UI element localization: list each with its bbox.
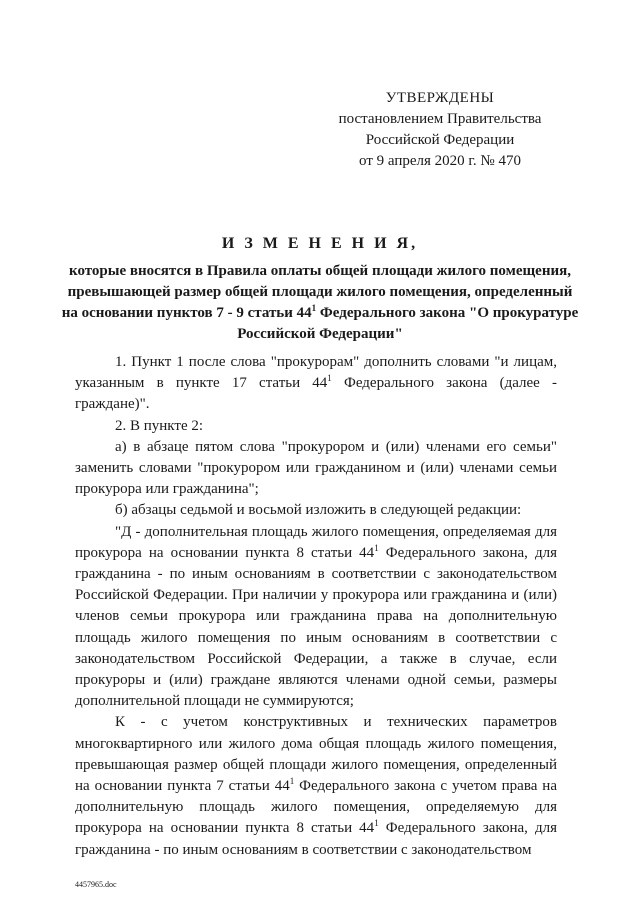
- subtitle-text-2: Федерального закона "О прокуратуре Российской Федерации": [237, 305, 579, 342]
- subtitle-superscript: 1: [311, 303, 317, 313]
- paragraph-4: б) абзацы седьмой и восьмой изложить в следующей редакции:: [115, 502, 522, 519]
- approval-title: УТВЕРЖДЕНЫ: [385, 90, 495, 106]
- paragraph-2: 2. В пункте 2:: [115, 417, 204, 434]
- paragraph-6: [75, 712, 557, 860]
- paragraph-1: [75, 352, 557, 416]
- subtitle-text-1: которые вносятся в Правила оплаты общей площади жилого помещения, превышающей размер общей площади жилого помещения, определенный на основании пунктов 7 - 9 статьи 44: [61, 263, 573, 321]
- approval-line-3: от 9 апреля 2020 г. № 470: [359, 153, 521, 169]
- paragraph-6-superscript-2: 1: [374, 818, 379, 829]
- paragraph-1-text-a: 1. Пункт 1 после слова "прокурорам" дополнить словами "и лицам, указанным в пункте 17 статьи 44: [75, 354, 557, 392]
- paragraph-5-text-b: Федерального закона, для гражданина - по иным основаниям в соответствии с законодательством Российской Федерации. При наличии у прокурора или гражданина и (или) членов семьи прокурора или гражданина права на дополнительную площадь жилого помещения по иным основаниям в соответствии с законодательством Российской Федерации, а также в случае, если прокуроры и (или) граждане являются членами одной семьи, размеры дополнительной площади не суммируются;: [75, 544, 557, 710]
- approval-line-1: постановлением Правительства: [338, 111, 542, 127]
- document-file-id: 4457965.doc: [75, 880, 117, 889]
- paragraph-3: а) в абзаце пятом слова "прокурором и (или) членами его семьи" заменить словами "прокурором или гражданином и (или) членами семьи прокурора или гражданина";: [75, 438, 557, 498]
- approval-block: [330, 88, 550, 172]
- paragraph-5-text-a: "Д - дополнительная площадь жилого помещения, определяемая для прокурора на основании пункта 8 статьи 44: [75, 523, 557, 561]
- document-body: [75, 352, 557, 861]
- document-title: И З М Е Н Е Н И Я,: [221, 235, 419, 252]
- approval-line-2: Российской Федерации: [365, 132, 515, 148]
- paragraph-6-superscript-1: 1: [289, 776, 295, 787]
- paragraph-6-text-a: К - с учетом конструктивных и технических параметров многоквартирного или жилого дома общая площадь жилого помещения, превышающая размер общей площади жилого помещения, определенный на основании пункта 7 статьи 44: [75, 714, 557, 795]
- paragraph-5: [75, 522, 557, 713]
- document-subtitle: [60, 261, 580, 345]
- paragraph-6-text-b: Федерального закона с учетом права на дополнительную площадь жилого помещения, определяемую для прокурора на основании пункта 8 статьи 44: [75, 778, 557, 837]
- paragraph-1-superscript: 1: [327, 373, 332, 384]
- document-heading: [60, 234, 580, 345]
- paragraph-1-text-b: Федерального закона (далее - граждане)".: [75, 375, 557, 413]
- paragraph-5-superscript: 1: [374, 542, 379, 553]
- paragraph-6-text-c: Федерального закона, для гражданина - по иным основаниям в соответствии с законодательством: [75, 820, 557, 858]
